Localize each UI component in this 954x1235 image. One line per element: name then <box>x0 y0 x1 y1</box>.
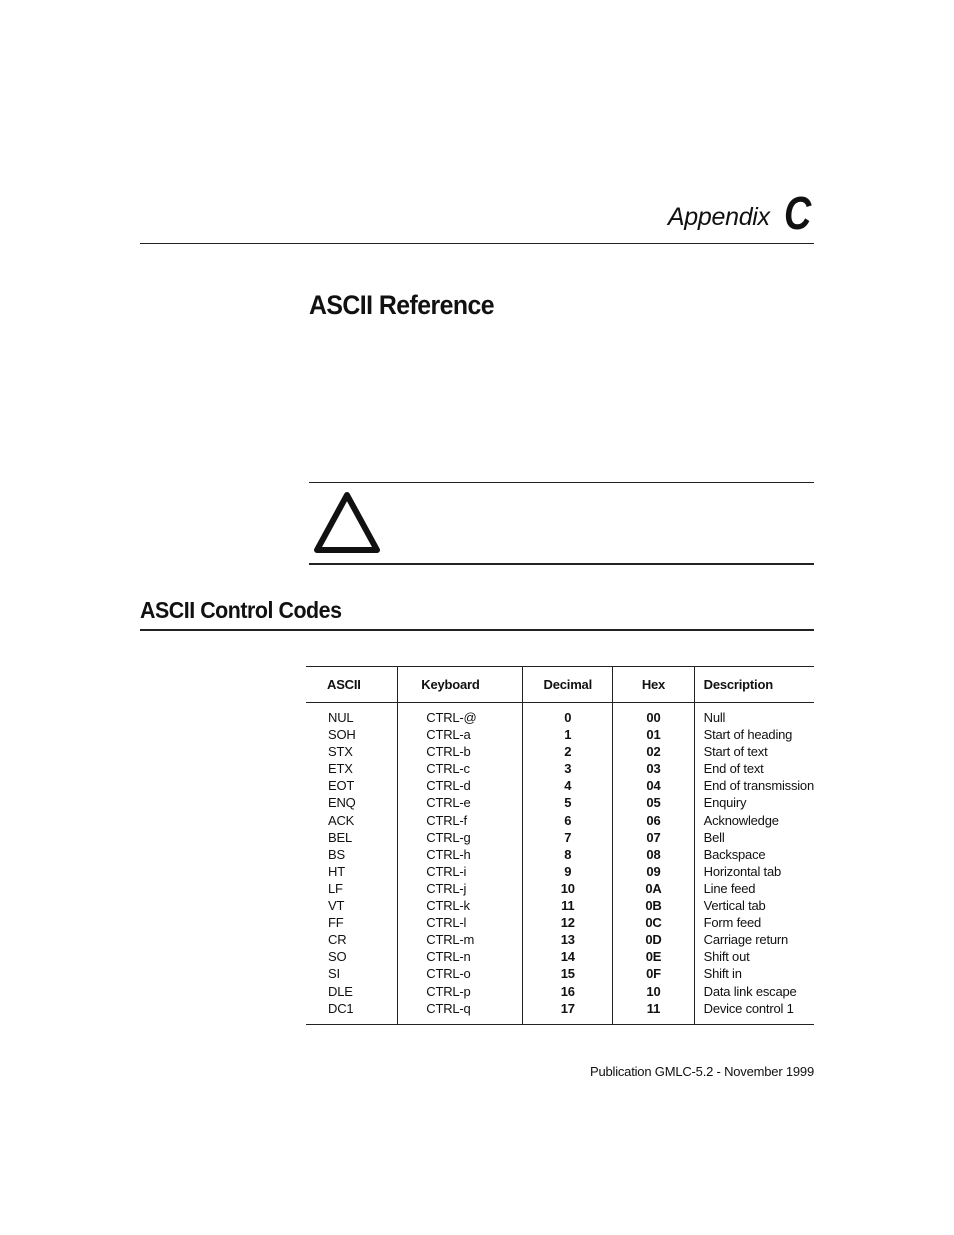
cell-decimal: 0 <box>523 703 613 727</box>
cell-decimal: 15 <box>523 965 613 982</box>
cell-hex: 00 <box>613 703 694 727</box>
cell-decimal: 9 <box>523 863 613 880</box>
header-divider <box>140 243 814 244</box>
cell-description: End of text <box>694 760 814 777</box>
cell-keyboard: CTRL-g <box>398 829 523 846</box>
column-header-ascii: ASCII <box>306 667 398 703</box>
cell-description: Shift out <box>694 948 814 965</box>
table-body <box>306 703 814 1025</box>
cell-keyboard: CTRL-@ <box>398 703 523 727</box>
cell-hex: 07 <box>613 829 694 846</box>
table-row <box>306 965 814 982</box>
column-header-description: Description <box>694 667 814 703</box>
table-header-row <box>306 667 814 703</box>
cell-decimal: 10 <box>523 880 613 897</box>
appendix-letter: C <box>783 187 811 239</box>
cell-ascii: NUL <box>328 710 354 725</box>
table-row <box>306 777 814 794</box>
cell-decimal: 3 <box>523 760 613 777</box>
cell-ascii: STX <box>328 744 353 760</box>
column-header-hex: Hex <box>613 667 694 703</box>
cell-ascii: DC1 <box>306 1000 398 1025</box>
cell-ascii: SO <box>328 949 347 965</box>
table-row <box>306 726 814 743</box>
cell-decimal: 8 <box>523 846 613 863</box>
table-row <box>306 931 814 948</box>
cell-ascii: ENQ <box>328 795 356 811</box>
cell-keyboard: CTRL-q <box>398 1000 523 1025</box>
cell-description: Backspace <box>694 846 814 863</box>
section-divider <box>140 629 814 631</box>
cell-hex: 02 <box>613 743 694 760</box>
cell-keyboard: CTRL-d <box>398 777 523 794</box>
appendix-heading <box>667 186 811 239</box>
cell-keyboard: CTRL-l <box>398 914 523 931</box>
cell-ascii: ETX <box>328 761 353 777</box>
table-row <box>306 914 814 931</box>
cell-keyboard: CTRL-p <box>398 983 523 1000</box>
cell-keyboard: CTRL-n <box>398 948 523 965</box>
cell-keyboard: CTRL-o <box>398 965 523 982</box>
table-row <box>306 794 814 811</box>
cell-hex: 05 <box>613 794 694 811</box>
cell-ascii: BS <box>328 846 345 862</box>
cell-hex: 0E <box>613 948 694 965</box>
table-row <box>306 983 814 1000</box>
cell-description: Acknowledge <box>694 812 814 829</box>
cell-decimal: 17 <box>523 1000 613 1025</box>
cell-decimal: 4 <box>523 777 613 794</box>
cell-keyboard: CTRL-b <box>398 743 523 760</box>
table-row <box>306 880 814 897</box>
cell-keyboard: CTRL-k <box>398 897 523 914</box>
cell-ascii: LF <box>328 880 343 896</box>
cell-ascii: FF <box>328 915 344 931</box>
table-row <box>306 703 814 727</box>
cell-keyboard: CTRL-m <box>398 931 523 948</box>
table-row <box>306 829 814 846</box>
table-row <box>306 1000 814 1025</box>
cell-description: Null <box>694 703 814 727</box>
cell-ascii: EOT <box>328 778 355 794</box>
cell-hex: 04 <box>613 777 694 794</box>
cell-keyboard: CTRL-f <box>398 812 523 829</box>
cell-ascii: VT <box>328 898 345 914</box>
cell-decimal: 12 <box>523 914 613 931</box>
table-row <box>306 743 814 760</box>
cell-hex: 01 <box>613 726 694 743</box>
cell-ascii: HT <box>328 863 345 879</box>
page-title: ASCII Reference <box>309 290 495 320</box>
cell-ascii: CR <box>328 932 347 948</box>
cell-hex: 10 <box>613 983 694 1000</box>
cell-decimal: 14 <box>523 948 613 965</box>
cell-description: Data link escape <box>694 983 814 1000</box>
caution-top-divider <box>309 482 814 483</box>
caution-triangle-icon <box>312 489 382 557</box>
cell-decimal: 11 <box>523 897 613 914</box>
cell-hex: 08 <box>613 846 694 863</box>
cell-keyboard: CTRL-j <box>398 880 523 897</box>
cell-description: Enquiry <box>694 794 814 811</box>
cell-description: Bell <box>694 829 814 846</box>
cell-hex: 0C <box>613 914 694 931</box>
cell-ascii: SI <box>328 966 340 982</box>
cell-decimal: 2 <box>523 743 613 760</box>
cell-description: Shift in <box>694 965 814 982</box>
caution-bottom-divider <box>309 563 814 565</box>
cell-decimal: 13 <box>523 931 613 948</box>
cell-hex: 06 <box>613 812 694 829</box>
cell-decimal: 1 <box>523 726 613 743</box>
cell-decimal: 5 <box>523 794 613 811</box>
cell-hex: 11 <box>613 1000 694 1025</box>
cell-decimal: 6 <box>523 812 613 829</box>
cell-keyboard: CTRL-c <box>398 760 523 777</box>
cell-description: Vertical tab <box>694 897 814 914</box>
table-row <box>306 846 814 863</box>
cell-decimal: 7 <box>523 829 613 846</box>
cell-hex: 03 <box>613 760 694 777</box>
cell-description: Line feed <box>694 880 814 897</box>
cell-description: End of transmission <box>694 777 814 794</box>
cell-keyboard: CTRL-e <box>398 794 523 811</box>
cell-ascii: BEL <box>328 829 352 845</box>
cell-hex: 0B <box>613 897 694 914</box>
cell-ascii: DLE <box>328 983 353 999</box>
cell-description: Start of text <box>694 743 814 760</box>
cell-hex: 0F <box>613 965 694 982</box>
table-row <box>306 863 814 880</box>
section-title: ASCII Control Codes <box>140 597 342 623</box>
cell-description: Form feed <box>694 914 814 931</box>
cell-decimal: 16 <box>523 983 613 1000</box>
cell-description: Start of heading <box>694 726 814 743</box>
cell-ascii: SOH <box>328 727 356 743</box>
cell-description: Horizontal tab <box>694 863 814 880</box>
appendix-label: Appendix <box>667 203 770 231</box>
ascii-control-codes-table <box>306 666 814 1025</box>
cell-hex: 0A <box>613 880 694 897</box>
table-row <box>306 760 814 777</box>
table-row <box>306 812 814 829</box>
cell-keyboard: CTRL-a <box>398 726 523 743</box>
cell-description: Carriage return <box>694 931 814 948</box>
table-row <box>306 948 814 965</box>
cell-hex: 0D <box>613 931 694 948</box>
cell-description: Device control 1 <box>694 1000 814 1025</box>
cell-hex: 09 <box>613 863 694 880</box>
column-header-decimal: Decimal <box>523 667 613 703</box>
table-row <box>306 897 814 914</box>
column-header-keyboard: Keyboard <box>398 667 523 703</box>
cell-ascii: ACK <box>328 812 355 828</box>
cell-keyboard: CTRL-h <box>398 846 523 863</box>
cell-keyboard: CTRL-i <box>398 863 523 880</box>
publication-footer: Publication GMLC-5.2 - November 1999 <box>589 1064 814 1079</box>
